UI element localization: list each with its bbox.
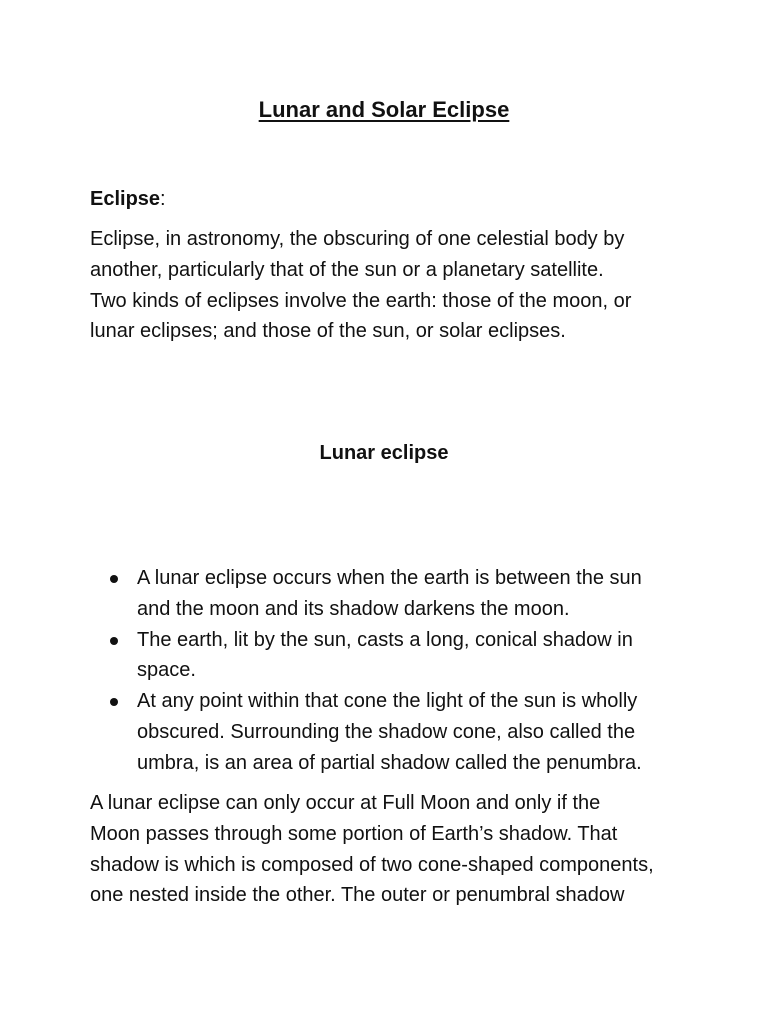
full-moon-paragraph: [90, 788, 690, 911]
eclipse-heading-label: Eclipse: [90, 188, 161, 210]
list-item: [110, 686, 690, 778]
lunar-eclipse-heading: Lunar eclipse: [319, 442, 449, 464]
bullet-line: umbra, is an area of partial shadow called the penumbra.: [137, 751, 642, 774]
paragraph-line: A lunar eclipse can only occur at Full Moon and only if the: [90, 792, 601, 814]
paragraph-line: another, particularly that of the sun or a planetary satellite.: [90, 258, 604, 281]
lunar-eclipse-bullet-list: [110, 563, 690, 779]
list-item: [110, 625, 690, 687]
eclipse-heading: [90, 184, 166, 214]
bullet-icon: [110, 637, 118, 645]
paragraph-line: shadow is which is composed of two cone-shaped components,: [90, 853, 654, 876]
bullet-line: space.: [137, 659, 196, 682]
eclipse-definition-paragraph: [90, 224, 690, 347]
bullet-icon: [110, 698, 118, 706]
document-title: Lunar and Solar Eclipse: [258, 97, 510, 122]
bullet-line: At any point within that cone the light of the sun is wholly: [137, 690, 638, 713]
list-item: [110, 563, 690, 625]
bullet-line: obscured. Surrounding the shadow cone, also called the: [137, 720, 636, 743]
paragraph-line: one nested inside the other. The outer or penumbral shadow: [90, 884, 625, 907]
bullet-line: The earth, lit by the sun, casts a long, conical shadow in: [137, 628, 633, 651]
eclipse-heading-colon: :: [160, 188, 166, 210]
paragraph-line: Moon passes through some portion of Earth’s shadow. That: [90, 822, 618, 845]
bullet-line: and the moon and its shadow darkens the moon.: [137, 597, 570, 620]
paragraph-line: Two kinds of eclipses involve the earth: those of the moon, or: [90, 289, 632, 312]
paragraph-line: lunar eclipses; and those of the sun, or solar eclipses.: [90, 320, 566, 343]
bullet-line: A lunar eclipse occurs when the earth is between the sun: [137, 567, 642, 589]
bullet-icon: [110, 575, 118, 583]
paragraph-line: Eclipse, in astronomy, the obscuring of one celestial body by: [90, 228, 625, 250]
